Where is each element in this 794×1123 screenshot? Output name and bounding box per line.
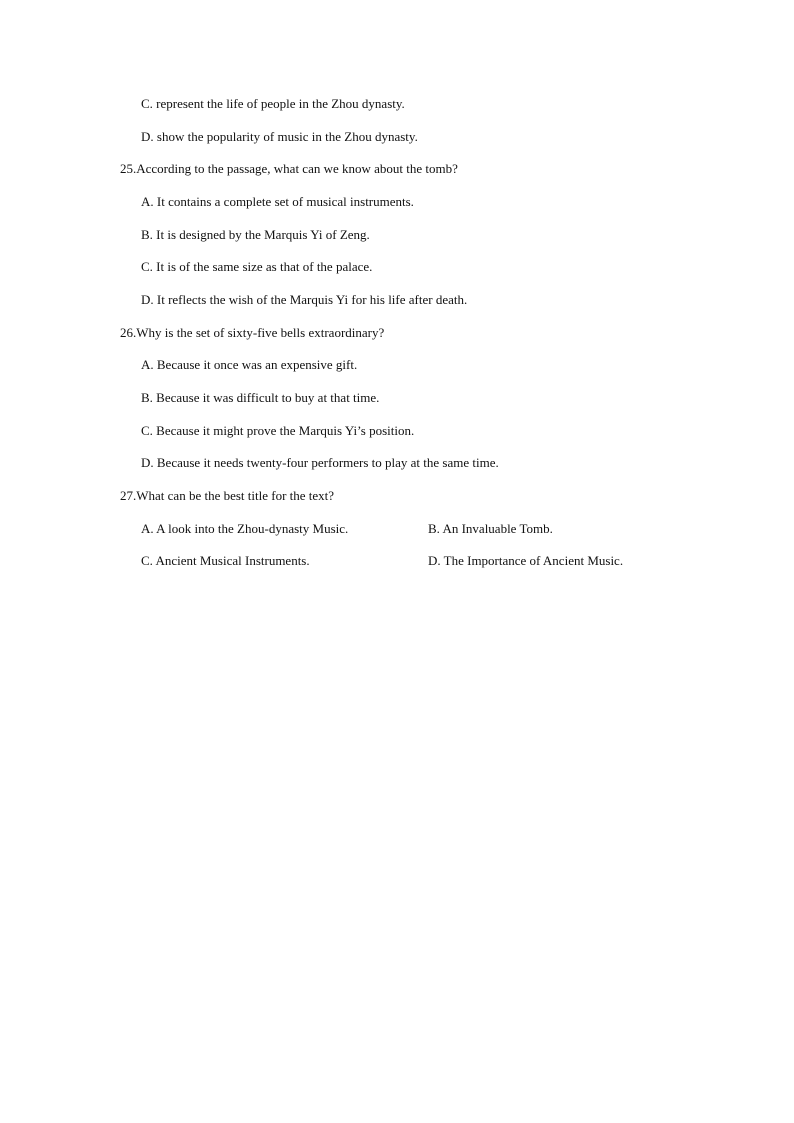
q24-option-d: D. show the popularity of music in the Zhou dynasty. [141,129,418,144]
q26-option-a: A. Because it once was an expensive gift. [141,357,358,372]
question-27 [120,488,334,504]
question-25 [120,161,458,177]
q25-option-a: A. It contains a complete set of musical instruments. [141,194,414,209]
question-26-number: 26. [120,325,137,340]
q24-option-c: C. represent the life of people in the Zhou dynasty. [141,96,405,111]
q25-option-d: D. It reflects the wish of the Marquis Yi for his life after death. [141,292,468,307]
question-26-stem: Why is the set of sixty-five bells extraordinary? [136,325,385,340]
q26-option-c: C. Because it might prove the Marquis Yi’s position. [141,423,415,438]
question-25-number: 25. [120,161,137,176]
q26-option-b: B. Because it was difficult to buy at that time. [141,390,380,405]
q27-option-a: A. A look into the Zhou-dynasty Music. [141,521,349,536]
question-27-stem: What can be the best title for the text? [136,488,335,503]
q27-option-b: B. An Invaluable Tomb. [428,521,553,536]
q25-option-b: B. It is designed by the Marquis Yi of Zeng. [141,227,370,242]
q27-option-c: C. Ancient Musical Instruments. [141,553,310,568]
q26-option-d: D. Because it needs twenty-four performers to play at the same time. [141,455,499,470]
question-25-stem: According to the passage, what can we know about the tomb? [136,161,458,176]
question-27-number: 27. [120,488,137,503]
q25-option-c: C. It is of the same size as that of the palace. [141,259,373,274]
q27-option-d: D. The Importance of Ancient Music. [428,553,624,568]
question-26 [120,325,384,341]
